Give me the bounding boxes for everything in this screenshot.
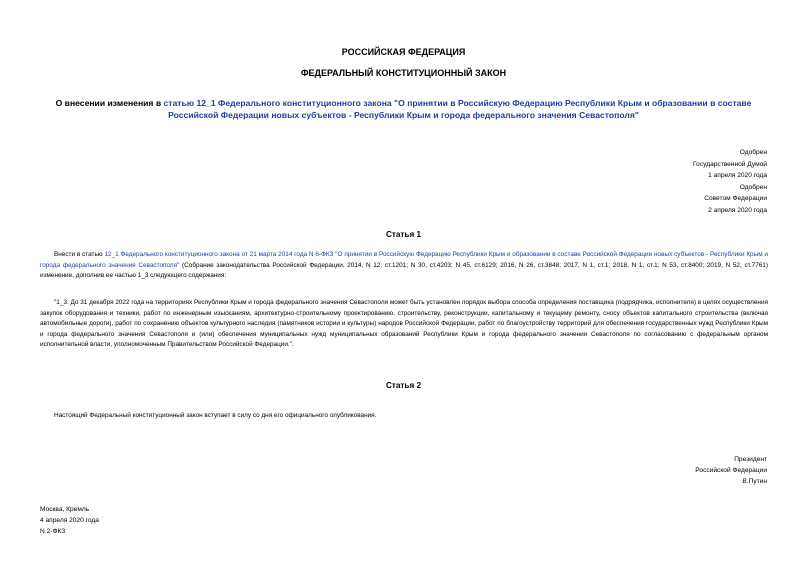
title-prefix: О внесении изменения в (55, 98, 164, 108)
article-1-link-law[interactable]: 12_1 Федерального конституционного закона от 21 марта 2014 года N 6-ФКЗ (104, 251, 334, 258)
article-1-p1-start: Внести в статью (54, 251, 105, 258)
article-1-link-title[interactable]: "О принятии в Российскую Федерацию Республики Крым и образовании в составе Российской Федерации новых субъектов - Республики Крым и города федерального значения Севастополя" (40, 251, 768, 269)
article-1-paragraph-1 (40, 250, 768, 282)
approval-block (693, 147, 767, 216)
article-1-p1-end: (Собрание законодательства Российской Федерации, 2014, N 12, ст.1201; N 30, ст.4203; N 45, ст.6129; 2016, N 26, ст.3848; 2017, N 1, ст.1; 2018, N 1, ст.1; N 53, ст.8400; 2019, N 52, ст.7761) изменение, дополнив ее частью 1_3 следующего содержания: (40, 261, 768, 279)
approval-line-4: Одобрен (739, 183, 767, 191)
article-2-paragraph-1 (40, 411, 768, 422)
approval-line-5: Советом Федерации (704, 195, 767, 202)
title-link[interactable]: статью 12_1 Федерального конституционного закона "О принятии в Российскую Федерацию Республики Крым и образовании в составе Российской Федерации новых субъектов - Республики Крым и города федерального значения Севастополя" (163, 98, 752, 120)
signature-line-3: В.Путин (742, 478, 767, 485)
approval-line-2: Государственной Думой (693, 160, 767, 168)
approval-line-6: 2 апреля 2020 года (708, 206, 767, 214)
place-date-block (40, 504, 99, 537)
header-law-type: ФЕДЕРАЛЬНЫЙ КОНСТИТУЦИОННЫЙ ЗАКОН (300, 68, 507, 78)
header-country: РОССИЙСКАЯ ФЕДЕРАЦИЯ (341, 47, 466, 57)
law-number-line: N 2-ФКЗ (40, 528, 66, 535)
document-title (30, 97, 777, 121)
approval-line-1: Одобрен (739, 149, 767, 156)
signature-block (695, 454, 767, 487)
signature-line-2: Российской Федерации (695, 467, 767, 474)
approval-line-3: 1 апреля 2020 года (708, 172, 767, 179)
article-1-heading: Статья 1 (385, 230, 422, 239)
place-line: Москва, Кремль (40, 506, 90, 513)
article-2-heading: Статья 2 (385, 381, 422, 390)
article-1-paragraph-2 (40, 298, 768, 351)
signature-line-1: Президент (734, 456, 767, 463)
article-2-p1-text: Настоящий Федеральный конституционный закон вступает в силу со дня его официального опубликования. (54, 412, 377, 419)
article-1-p2-text: "1_3. До 31 декабря 2022 года на территориях Республики Крым и города федерального значения Севастополя может быть установлен порядок выбора способа определения поставщика (подрядчика, исполнителя) в целях осуществления закупок оборудования и техники, работ по инженерным изысканиям, архитектурно-строительному проектированию, строительству, реконструкции, капитальному и текущему ремонту, сносу объектов капитального строительства (включая автомобильные дороги), работ по сохранению объектов культурного наследия (памятников истории и культуры) народов Российской Федерации, работ по благоустройству территорий для обеспечения государственных нужд Республики Крым и города федерального значения Севастополя и (или) обеспечения муниципальных нужд муниципальных образований Республики Крым и города федерального значения Севастополя по согласованию с федеральным органом исполнительной власти, уполномоченным Правительством Российской Федерации.". (40, 299, 768, 348)
date-line: 4 апреля 2020 года (40, 517, 99, 524)
